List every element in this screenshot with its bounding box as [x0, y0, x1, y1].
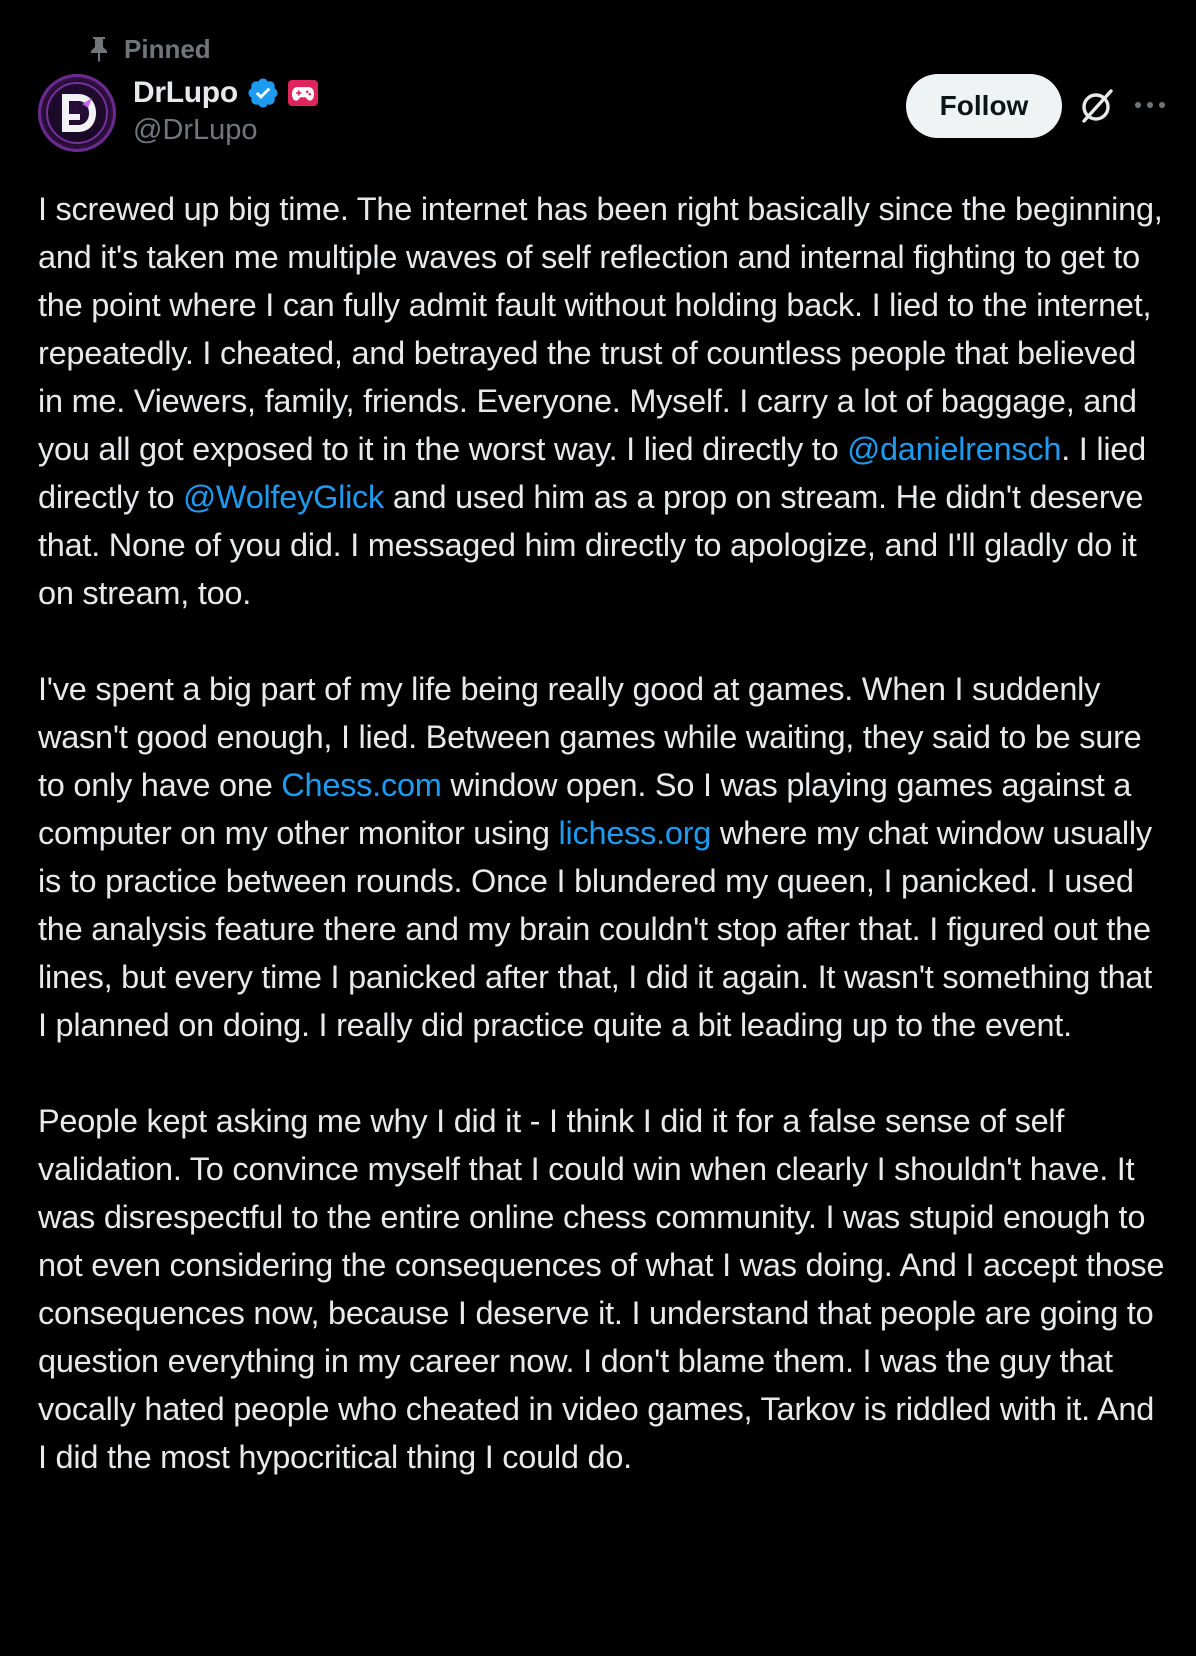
tweet-paragraph-3: [38, 1097, 1168, 1481]
avatar[interactable]: [38, 74, 116, 152]
grok-icon[interactable]: [1077, 86, 1117, 126]
pin-icon: [88, 35, 110, 63]
gamepad-icon[interactable]: [288, 80, 318, 106]
link-lichess-org[interactable]: lichess.org: [558, 815, 712, 851]
verified-badge-icon[interactable]: [246, 76, 280, 110]
tweet-paragraph-2: [38, 665, 1168, 1049]
text-segment: where my chat window usually is to practice between rounds. Once I blundered my queen, I panicked. I used the analysis feature there and my brain couldn't stop after that. I figured out the lines, but every time I panicked after that, I did it again. It wasn't something that I planned on doing. I really did practice quite a bit leading up to the event.: [38, 815, 1153, 1043]
more-options-icon[interactable]: [1132, 92, 1168, 118]
tweet-paragraph-1: [38, 185, 1168, 617]
pinned-indicator: [88, 32, 211, 66]
author-display-name[interactable]: DrLupo: [133, 76, 238, 109]
text-segment: People kept asking me why I did it - I think I did it for a false sense of self validation. To convince myself that I could win when clearly I shouldn't have. It was disrespectful to the entire online chess community. I was stupid enough to not even considering the consequences of what I was doing. And I accept those consequences now, because I deserve it. I understand that people are going to question everything in my career now. I don't blame them. I was the guy that vocally hated people who cheated in video games, Tarkov is riddled with it. And I did the most hypocritical thing I could do.: [38, 1103, 1165, 1475]
author-handle[interactable]: @DrLupo: [133, 114, 258, 146]
text-segment: . I lied directly to: [38, 431, 1146, 515]
follow-button[interactable]: Follow: [906, 74, 1062, 138]
text-segment: window open. So I was playing games against a computer on my other monitor using: [38, 767, 1132, 851]
name-row: [133, 74, 318, 112]
link-chess-com[interactable]: Chess.com: [281, 767, 442, 803]
tweet-text: [38, 185, 1168, 1481]
mention-link-wolfeyglick[interactable]: @WolfeyGlick: [183, 479, 385, 515]
text-segment: I've spent a big part of my life being really good at games. When I suddenly wasn't good enough, I lied. Between games while waiting, they said to be sure to only have one: [38, 671, 1142, 803]
author-block: [133, 74, 318, 147]
pinned-label: Pinned: [124, 33, 211, 64]
mention-link-danielrensch[interactable]: @danielrensch: [847, 431, 1062, 467]
text-segment: and used him as a prop on stream. He didn't deserve that. None of you did. I messaged him directly to apologize, and I'll gladly do it on stream, too.: [38, 479, 1144, 611]
drlupo-logo-avatar: [38, 74, 116, 152]
text-segment: I screwed up big time. The internet has been right basically since the beginning, and it's taken me multiple waves of self reflection and internal fighting to get to the point where I can fully admit fault without holding back. I lied to the internet, repeatedly. I cheated, and betrayed the trust of countless people that believed in me. Viewers, family, friends. Everyone. Myself. I carry a lot of baggage, and you all got exposed to it in the worst way. I lied directly to: [38, 191, 1163, 467]
